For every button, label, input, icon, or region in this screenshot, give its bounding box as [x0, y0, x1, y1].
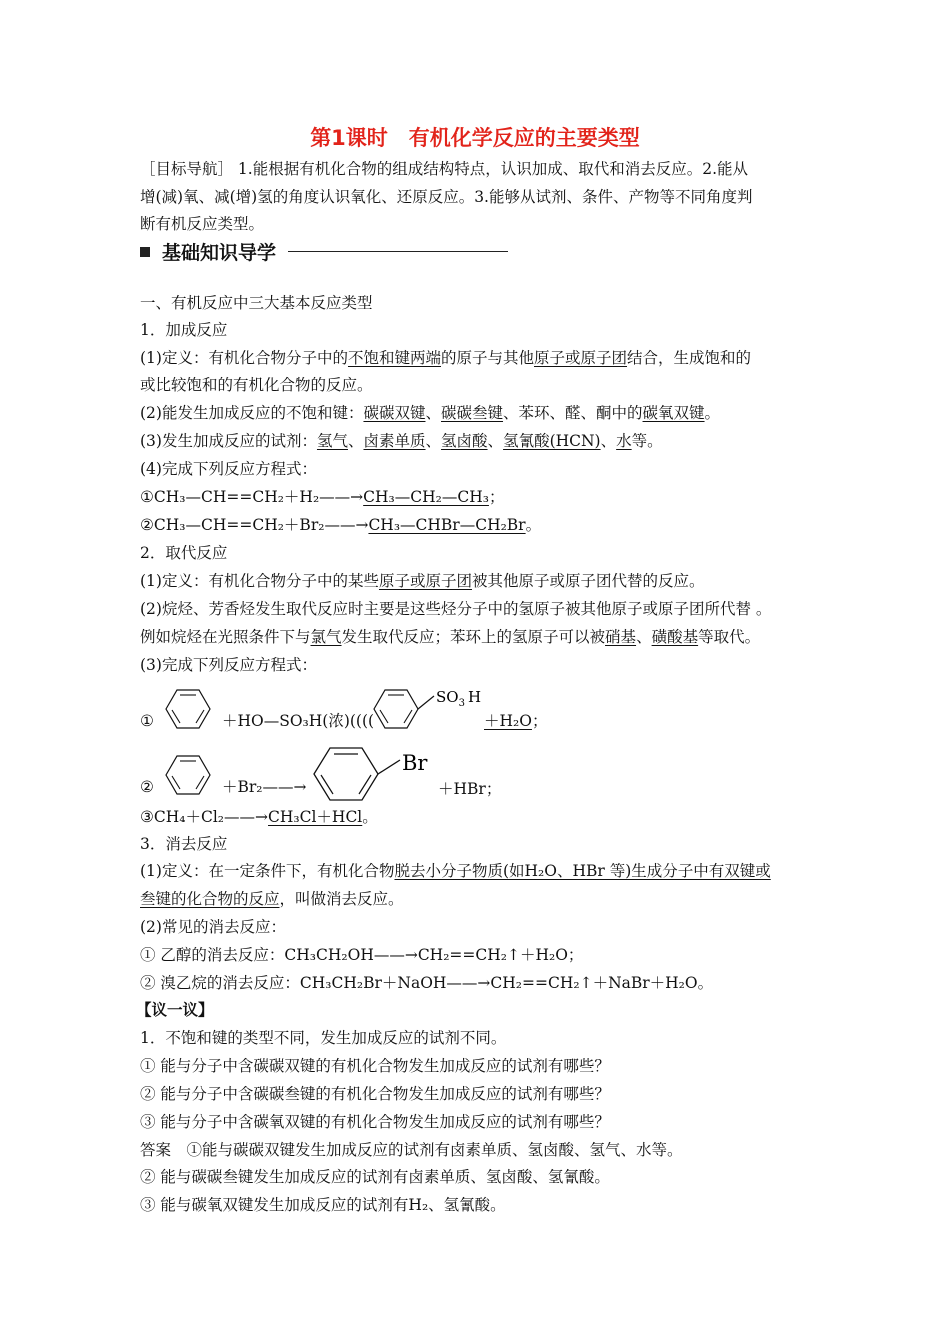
goal-line-2: 增(减)氧、减(增)氢的角度认识氧化、还原反应。3.能够从试剂、条件、产物等不同角度判 [140, 188, 753, 206]
answer-blank: 叁键的化合物的反应 [140, 890, 280, 908]
text: 被其他原子或原子团代替的反应。 [471, 572, 705, 590]
answer-blank: CH₃Cl＋HCl [268, 808, 363, 826]
answer-blank: 硝基 [605, 628, 637, 646]
text: ①CH₃—CH==CH₂＋H₂——→ [140, 488, 364, 506]
text: 发生取代反应；苯环上的氢原子可以被 [341, 628, 606, 646]
text: 。 [362, 808, 378, 826]
s1-p3 [140, 430, 663, 452]
text: 的原子与其他 [440, 349, 534, 367]
heading-rule [288, 251, 508, 252]
answer-blank: 碳碳双键 [363, 404, 426, 422]
text: 、 [347, 432, 364, 450]
answer-blank: 不饱和键两端 [347, 349, 441, 367]
r2-reagent: ＋Br₂——→ [222, 778, 307, 796]
page-title: 第1课时 有机化学反应的主要类型 [310, 126, 640, 150]
text: 、 [600, 432, 617, 450]
section-heading-text: 基础知识导学 [162, 242, 277, 264]
answer-blank: 碳碳叁键 [441, 404, 504, 422]
answer-blank: ＋H₂O [484, 712, 532, 730]
s1-p2 [140, 402, 720, 424]
s2-def [140, 570, 705, 592]
bromobenzene-icon [306, 740, 436, 808]
square-bullet-icon [140, 247, 150, 257]
benzenesulfonic-acid-icon [366, 684, 486, 734]
s2-p2a: (2)烷烃、芳香烃发生取代反应时主要是这些烃分子中的氢原子被其他原子或原子团所代替 。 [140, 600, 772, 618]
r1-num: ① [140, 712, 154, 730]
answer-2: ② 能与碳碳叁键发生加成反应的试剂有卤素单质、氢卤酸、氢氰酸。 [140, 1168, 610, 1186]
benzene-ring-icon [158, 684, 218, 734]
answer-blank: 磺酸基 [651, 628, 699, 646]
br-label: Br [402, 751, 428, 775]
text: (1)定义：有机化合物分子中的某些 [140, 572, 379, 590]
s2-p2b [140, 626, 760, 648]
text: 、 [425, 432, 442, 450]
text: ； [531, 712, 548, 730]
text: 、苯环、醛、酮中的 [503, 404, 643, 422]
answer-1: 答案 ①能与碳碳双键发生加成反应的试剂有卤素单质、氢卤酸、氢气、水等。 [140, 1141, 683, 1159]
answer-blank: CH₃—CH₂—CH₃ [363, 488, 489, 506]
text: ③CH₄＋Cl₂——→ [140, 808, 269, 826]
text: (2)能发生加成反应的不饱和键： [140, 404, 364, 422]
s1-h1: 1．加成反应 [140, 321, 228, 339]
discuss-tag: 【议一议】 [136, 1000, 214, 1019]
discuss-q1: ① 能与分子中含碳碳双键的有机化合物发生加成反应的试剂有哪些？ [140, 1057, 610, 1075]
s3-def-line2 [140, 888, 404, 910]
text: 、 [636, 628, 652, 646]
s2-heading: 2．取代反应 [140, 544, 228, 562]
r1-product [484, 710, 547, 732]
s1-def-line2: 或比较饱和的有机化合物的反应。 [140, 376, 373, 394]
text: ，叫做消去反应。 [279, 890, 404, 908]
eq1 [140, 486, 504, 508]
text: ； [488, 488, 505, 506]
s1-heading: 一、有机反应中三大基本反应类型 [140, 294, 373, 312]
text: 等取代。 [698, 628, 761, 646]
answer-blank: 原子或原子团 [378, 572, 472, 590]
answer-blank: 氯气 [310, 628, 342, 646]
goal-line-3: 断有机反应类型。 [140, 215, 265, 233]
discuss-q3: ③ 能与分子中含碳氧双键的有机化合物发生加成反应的试剂有哪些？ [140, 1113, 610, 1131]
text: 。 [704, 404, 721, 422]
s1-p4: (4)完成下列反应方程式： [140, 460, 317, 478]
r2-num: ② [140, 778, 154, 796]
text: 等。 [631, 432, 663, 450]
text: 结合，生成饱和的 [627, 349, 752, 367]
text: (1)定义：在一定条件下，有机化合物 [140, 862, 395, 880]
answer-blank: 氢氰酸(HCN) [503, 432, 601, 450]
r2-product: ＋HBr； [438, 780, 502, 798]
eq2 [140, 514, 541, 536]
answer-blank: 氢气 [316, 432, 348, 450]
text: 。 [525, 516, 542, 534]
s3-def-line1 [140, 860, 771, 882]
so3h-label: $SO_3$ H [436, 688, 482, 709]
discuss-q: 1．不饱和键的类型不同，发生加成反应的试剂不同。 [140, 1029, 507, 1047]
text: 、 [487, 432, 504, 450]
answer-blank: 原子或原子团 [534, 349, 628, 367]
text: 、 [425, 404, 441, 422]
r3 [140, 806, 378, 828]
text: 例如烷烃在光照条件下与 [140, 628, 311, 646]
s3-e1: ① 乙醇的消去反应：CH₃CH₂OH——→CH₂==CH₂↑＋H₂O； [140, 946, 584, 964]
discuss-q2: ② 能与分子中含碳碳叁键的有机化合物发生加成反应的试剂有哪些？ [140, 1085, 610, 1103]
s3-heading: 3．消去反应 [140, 835, 228, 853]
s3-p2: (2)常见的消去反应： [140, 918, 286, 936]
r1-reagent: ＋HO—SO₃H(浓)(((( [222, 712, 375, 730]
answer-blank: CH₃—CHBr—CH₂Br [368, 516, 526, 534]
goal-line-1: ［目标导航］ 1.能根据有机化合物的组成结构特点，认识加成、取代和消去反应。2.能从 [140, 160, 749, 178]
answer-blank: 脱去小分子物质(如H₂O、HBr 等)生成分子中有双键或 [394, 862, 771, 880]
section-heading [140, 238, 508, 265]
s3-e2: ② 溴乙烷的消去反应：CH₃CH₂Br＋NaOH——→CH₂==CH₂↑＋NaBr＋H₂O。 [140, 974, 714, 992]
answer-blank: 氢卤酸 [441, 432, 488, 450]
s1-def-line1 [140, 347, 751, 369]
s2-p3: (3)完成下列反应方程式： [140, 656, 317, 674]
answer-blank: 碳氧双键 [642, 404, 705, 422]
text: ②CH₃—CH==CH₂＋Br₂——→ [140, 516, 369, 534]
answer-blank: 水 [616, 432, 632, 450]
answer-blank: 卤素单质 [363, 432, 426, 450]
benzene-ring-icon [158, 750, 218, 800]
text: (3)发生加成反应的试剂： [140, 432, 317, 450]
answer-3: ③ 能与碳氧双键发生加成反应的试剂有H₂、氢氰酸。 [140, 1196, 506, 1214]
text: (1)定义：有机化合物分子中的 [140, 349, 348, 367]
